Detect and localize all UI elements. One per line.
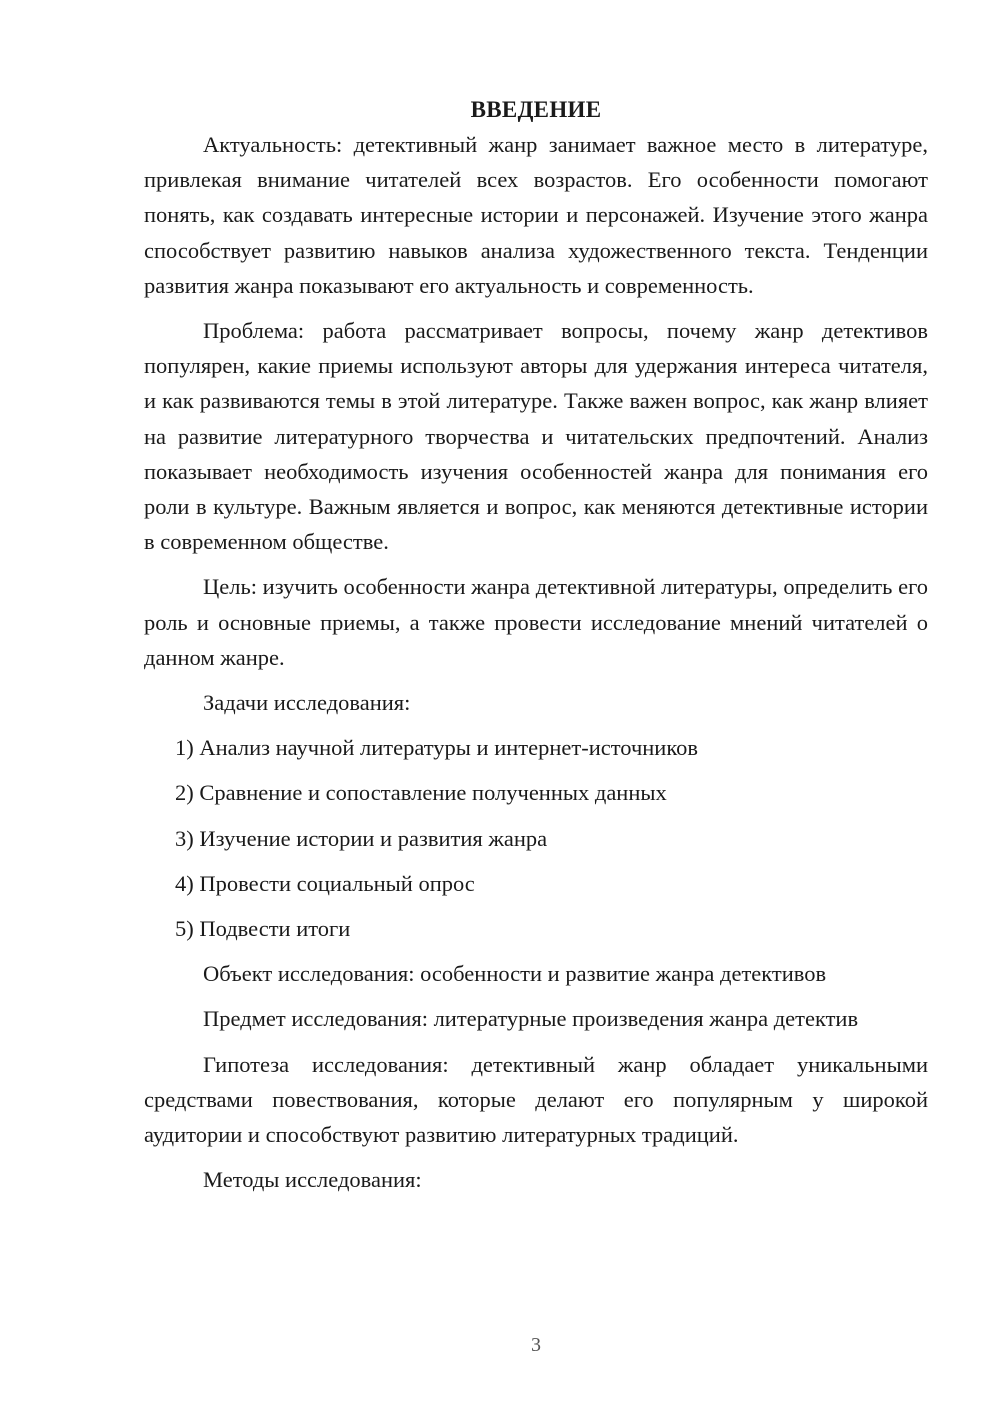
hypothesis-paragraph: Гипотеза исследования: детективный жанр обладает уникальными средствами повествования, которые делают его популярным у широкой аудитории и способствуют развитию литературных традиций. (144, 1051, 928, 1148)
list-item: 2) Сравнение и сопоставление полученных данных (175, 780, 667, 806)
page-number: 3 (531, 1334, 541, 1356)
list-item: 4) Провести социальный опрос (175, 870, 475, 896)
goal-paragraph: Цель: изучить особенности жанра детективной литературы, определить его роль и основные приемы, а также провести исследование мнений читателей о данном жанре. (144, 574, 928, 670)
page-heading: ВВЕДЕНИЕ (470, 97, 602, 122)
document-page (144, 92, 928, 1207)
list-item: 3) Изучение истории и развития жанра (175, 825, 548, 851)
relevance-paragraph: Актуальность: детективный жанр занимает важное место в литературе, привлекая внимание читателей всех возрастов. Его особенности помогают понять, как создавать интересные истории и персонажей. Изучение этого жанра способствует развитию навыков анализа художественного текста. Тенденции развития жанра показывают его актуальность и современность. (144, 132, 928, 298)
list-item: 5) Подвести итоги (175, 916, 351, 942)
subject-paragraph: Предмет исследования: литературные произведения жанра детектив (203, 1006, 859, 1032)
heading-container (144, 92, 928, 127)
object-paragraph: Объект исследования: особенности и развитие жанра детективов (203, 961, 827, 987)
problem-paragraph: Проблема: работа рассматривает вопросы, почему жанр детективов популярен, какие приемы используют авторы для удержания интереса читателя, и как развиваются темы в этой литературе. Также важен вопрос, как жанр влияет на развитие литературного творчества и читательских предпочтений. Анализ показывает необходимость изучения особенностей жанра для понимания его роли в культуре. Важным является и вопрос, как меняются детективные истории в современном обществе. (144, 318, 928, 555)
list-item: 1) Анализ научной литературы и интернет-источников (175, 735, 699, 761)
methods-title: Методы исследования: (203, 1167, 422, 1193)
tasks-title: Задачи исследования: (203, 690, 411, 716)
tasks-list (144, 730, 928, 946)
